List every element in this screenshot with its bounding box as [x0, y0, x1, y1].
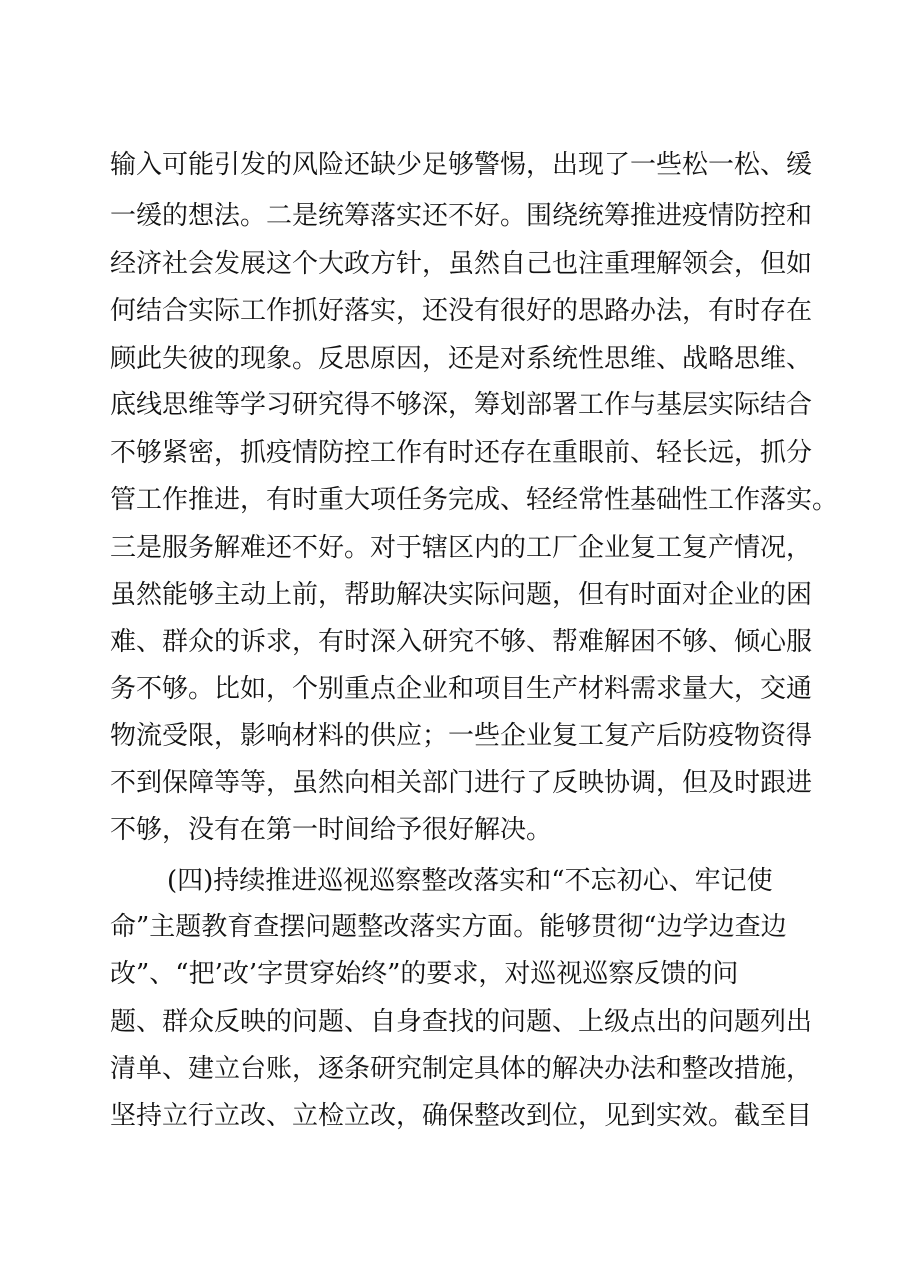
text-line: 顾此失彼的现象。反思原因，还是对系统性思维、战略思维、	[110, 344, 813, 374]
text-line: 物流受限，影响材料的供应；一些企业复工复产后防疫物资得	[110, 721, 813, 751]
text-line: 一缓的想法。二是统筹落实还不好。围绕统筹推进疫情防控和	[110, 201, 813, 231]
text-line: 经济社会发展这个大政方针，虽然自己也注重理解领会，但如	[110, 249, 813, 279]
text-line: 改”、“把’改’字贯穿始终”的要求，对巡视巡察反馈的问	[110, 959, 739, 989]
text-line: 坚持立行立改、立检立改，确保整改到位，见到实效。截至目	[110, 1101, 813, 1131]
section-heading-4: (四)持续推进巡视巡察整改落实和“不忘初心、牢记使	[167, 866, 773, 896]
text-line: 底线思维等学习研究得不够深，筹划部署工作与基层实际结合	[110, 390, 813, 420]
text-line: 虽然能够主动上前，帮助解决实际问题，但有时面对企业的困	[110, 580, 813, 610]
text-line: 三是服务解难还不好。对于辖区内的工厂企业复工复产情况，	[110, 533, 813, 563]
text-line: 清单、建立台账，逐条研究制定具体的解决办法和整改措施，	[110, 1054, 813, 1084]
text-line: 难、群众的诉求，有时深入研究不够、帮难解困不够、倾心服	[110, 627, 813, 657]
text-line: 不够，没有在第一时间给予很好解决。	[110, 815, 553, 845]
text-line: 管工作推进，有时重大项任务完成、轻经常性基础性工作落实。	[110, 485, 839, 515]
text-line: 不到保障等等，虽然向相关部门进行了反映协调，但及时跟进	[110, 768, 813, 798]
text-line: 不够紧密，抓疫情防控工作有时还存在重眼前、轻长远，抓分	[110, 438, 813, 468]
text-line: 命”主题教育查摆问题整改落实方面。能够贯彻“边学边查边	[110, 912, 787, 942]
text-line: 输入可能引发的风险还缺少足够警惕，出现了一些松一松、缓	[110, 150, 813, 180]
text-line: 题、群众反映的问题、自身查找的问题、上级点出的问题列出	[110, 1007, 813, 1037]
text-line: 务不够。比如，个别重点企业和项目生产材料需求量大，交通	[110, 674, 813, 704]
text-line: 何结合实际工作抓好落实，还没有很好的思路办法，有时存在	[110, 296, 813, 326]
